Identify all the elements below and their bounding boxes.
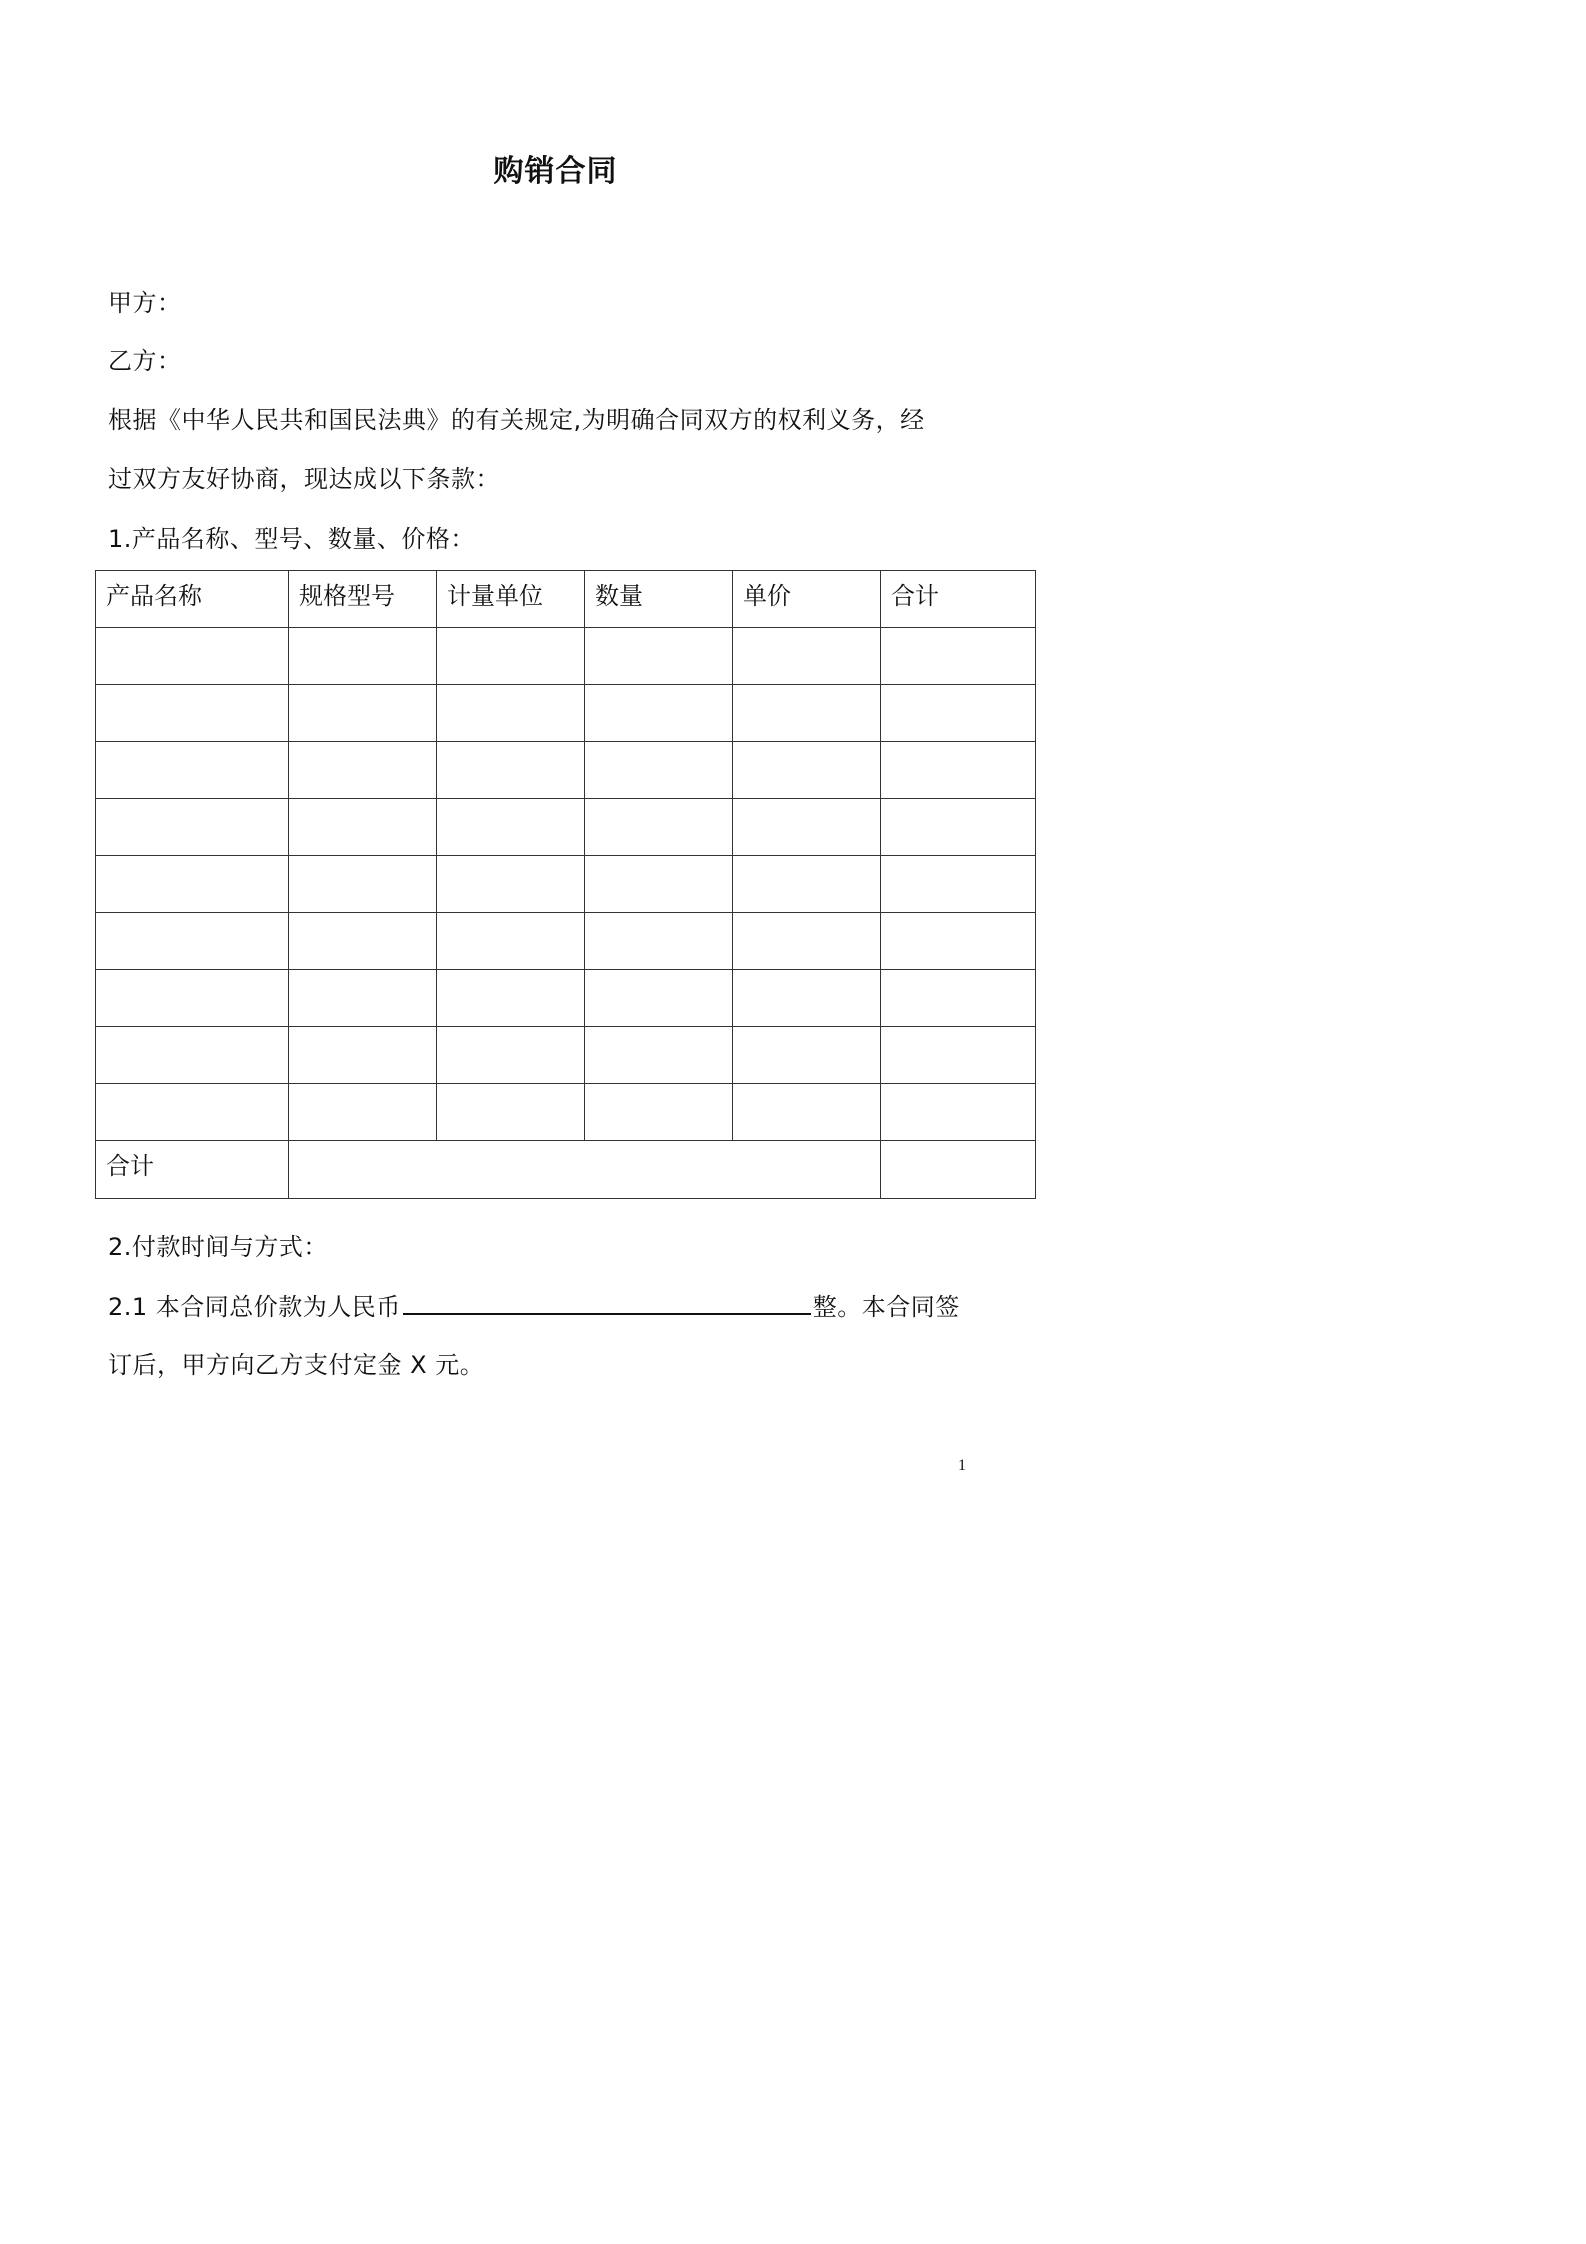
clause-2-1-prefix: 2.1 本合同总价款为人民币 [108,1293,401,1321]
unit-cell [437,913,585,970]
table-row [96,1084,1036,1141]
total-cell [881,628,1036,685]
spec-model-cell [289,1084,437,1141]
product-name-cell [96,1027,289,1084]
total-cell [881,799,1036,856]
unit-price-cell [733,628,881,685]
total-cell [881,1027,1036,1084]
total-cell [881,856,1036,913]
header-cell-quantity: 数量 [585,571,733,628]
quantity-cell [585,1084,733,1141]
section-2-heading: 2.付款时间与方式： [108,1233,328,1261]
unit-price-cell [733,1027,881,1084]
table-row [96,799,1036,856]
product-name-cell [96,799,289,856]
unit-cell [437,799,585,856]
quantity-cell [585,799,733,856]
header-cell-unit-price: 单价 [733,571,881,628]
table-total-row [96,1141,1036,1199]
product-name-cell [96,742,289,799]
clause-2-1-suffix: 整。本合同签 [812,1293,960,1321]
product-name-cell [96,628,289,685]
spec-model-cell [289,742,437,799]
contract-page [0,0,1111,1571]
quantity-cell [585,742,733,799]
total-cell [881,685,1036,742]
intro-text-line-1: 根据《中华人民共和国民法典》的有关规定,为明确合同双方的权利义务，经 [108,406,925,434]
unit-cell [437,970,585,1027]
quantity-cell [585,685,733,742]
unit-price-cell [733,856,881,913]
header-cell-total: 合计 [881,571,1036,628]
spec-model-cell [289,685,437,742]
intro-text-line-2: 过双方友好协商，现达成以下条款： [108,465,500,493]
table-row [96,1027,1036,1084]
table-row [96,742,1036,799]
product-name-cell [96,1084,289,1141]
unit-cell [437,742,585,799]
header-cell-spec-model: 规格型号 [289,571,437,628]
spec-model-cell [289,856,437,913]
product-name-cell [96,970,289,1027]
party-a-label: 甲方： [108,289,182,317]
unit-cell [437,856,585,913]
total-merged-cell [289,1141,881,1199]
quantity-cell [585,628,733,685]
table-header-row [96,571,1036,628]
unit-price-cell [733,799,881,856]
quantity-cell [585,856,733,913]
total-value-cell [881,1141,1036,1199]
total-cell [881,970,1036,1027]
spec-model-cell [289,628,437,685]
spec-model-cell [289,1027,437,1084]
product-name-cell [96,913,289,970]
unit-price-cell [733,913,881,970]
quantity-cell [585,970,733,1027]
table-row [96,970,1036,1027]
unit-cell [437,628,585,685]
unit-price-cell [733,970,881,1027]
unit-price-cell [733,1084,881,1141]
contract-title: 购销合同 [493,154,618,189]
section-1-heading: 1.产品名称、型号、数量、价格： [108,525,475,553]
total-cell [881,1084,1036,1141]
total-cell [881,913,1036,970]
page-number: 1 [958,1457,966,1474]
table-row [96,856,1036,913]
unit-cell [437,685,585,742]
table-row [96,913,1036,970]
unit-cell [437,1084,585,1141]
unit-price-cell [733,685,881,742]
total-label-cell: 合计 [96,1141,289,1199]
party-b-label: 乙方： [108,347,182,375]
spec-model-cell [289,913,437,970]
product-table [95,570,1036,1199]
amount-blank-line [403,1287,811,1315]
header-cell-product-name: 产品名称 [96,571,289,628]
spec-model-cell [289,970,437,1027]
product-name-cell [96,685,289,742]
product-name-cell [96,856,289,913]
table-row [96,628,1036,685]
total-cell [881,742,1036,799]
clause-2-1-line-1 [108,1287,960,1325]
unit-cell [437,1027,585,1084]
clause-2-1-line-2: 订后，甲方向乙方支付定金 X 元。 [108,1351,485,1379]
spec-model-cell [289,799,437,856]
unit-price-cell [733,742,881,799]
header-cell-unit: 计量单位 [437,571,585,628]
quantity-cell [585,1027,733,1084]
table-row [96,685,1036,742]
quantity-cell [585,913,733,970]
